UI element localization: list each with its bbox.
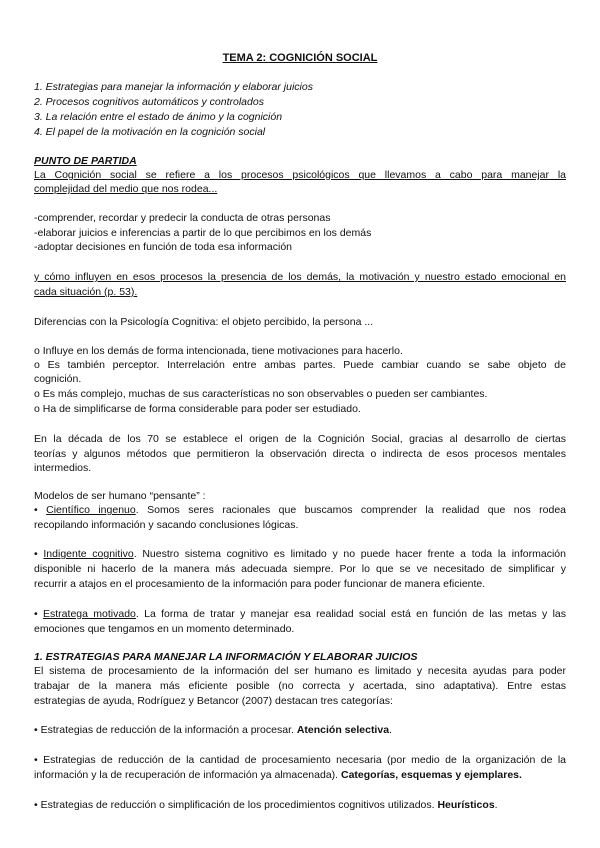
- bullet: •: [34, 504, 38, 516]
- paragraph: Diferencias con la Psicología Cognitiva: el objeto percibido, la persona ...: [34, 316, 374, 328]
- list-item: o Ha de simplificarse de forma considerable para poder ser estudiado.: [34, 403, 361, 415]
- paragraph-line: teorías y algunos métodos que permitieron la observación directa o indirecta de esos procesos mentales: [34, 448, 566, 460]
- model-term: Estratega motivado: [43, 608, 136, 620]
- list-item: o Es más complejo, muchas de sus características no son observables o pueden ser cambiantes.: [34, 388, 488, 400]
- strategy-key: Atención selectiva: [296, 724, 390, 736]
- strategy-item: [34, 799, 498, 812]
- toc-item: 3. La relación entre el estado de ánimo y la cognición: [34, 111, 283, 123]
- section-heading: 1. ESTRATEGIAS PARA MANEJAR LA INFORMACIÓN Y ELABORAR JUICIOS: [34, 651, 418, 663]
- strategy-item: [34, 724, 392, 737]
- model-term: Indigente cognitivo: [43, 548, 134, 560]
- paragraph-line: intermedios.: [34, 462, 92, 474]
- strategy-end: .: [494, 799, 498, 811]
- section-heading: PUNTO DE PARTIDA: [34, 155, 137, 167]
- list-item: -comprender, recordar y predecir la conducta de otras personas: [34, 212, 331, 224]
- model-line: recopilando información y sacando conclusiones lógicas.: [34, 519, 299, 531]
- strategy-text: información y la de recuperación de información ya almacenada).: [34, 769, 341, 781]
- toc-item: 1. Estrategias para manejar la información y elaborar juicios: [34, 81, 313, 93]
- list-item: o Es también perceptor. Interrelación entre ambas partes. Puede cambiar cuando se sabe objeto de: [34, 359, 566, 371]
- influence-line: y cómo influyen en esos procesos la presencia de los demás, la motivación y nuestro estado emocional en: [34, 271, 566, 283]
- influence-line: cada situación (p. 53).: [34, 286, 138, 298]
- model-line: [34, 548, 566, 561]
- intro-line: complejidad del medio que nos rodea...: [34, 183, 218, 195]
- bullet: •: [34, 548, 38, 560]
- paragraph-line: En la década de los 70 se establece el origen de la Cognición Social, gracias al desarrollo de ciertas: [34, 433, 566, 445]
- model-line: [34, 504, 566, 517]
- model-line: [34, 608, 566, 621]
- strategy-item: [34, 769, 522, 782]
- strategy-text: • Estrategias de reducción o simplificación de los procedimientos cognitivos utilizados.: [34, 799, 438, 811]
- paragraph: Modelos de ser humano “pensante” :: [34, 490, 206, 502]
- strategy-item: • Estrategias de reducción de la cantidad de procesamiento necesaria (por medio de la organización de la: [34, 754, 566, 766]
- model-line: emociones que tengamos en un momento determinado.: [34, 623, 295, 635]
- toc-item: 2. Procesos cognitivos automáticos y controlados: [34, 96, 264, 108]
- model-line: disponible ni hacerlo de la manera más adecuada siempre. Por lo que se ve necesitado de simplificar y: [34, 563, 566, 575]
- model-text: . La forma de tratar y manejar esa realidad social está en función de las metas y las: [135, 608, 566, 620]
- bullet: •: [34, 608, 38, 620]
- strategy-end: .: [389, 724, 392, 736]
- model-text: . Somos seres racionales que buscamos comprender la realidad que nos rodea: [135, 504, 566, 516]
- intro-line: La Cognición social se refiere a los procesos psicológicos que llevamos a cabo para manejar la: [34, 169, 566, 181]
- strategy-key: Categorías, esquemas y ejemplares.: [341, 769, 522, 781]
- toc-item: 4. El papel de la motivación en la cognición social: [34, 126, 266, 138]
- strategy-key: Heurísticos: [437, 799, 495, 811]
- paragraph-line: estrategias de ayuda, Rodríguez y Betancor (2007) destacan tres categorías:: [34, 695, 393, 707]
- page-title: TEMA 2: COGNICIÓN SOCIAL: [222, 52, 378, 64]
- model-term: Científico ingenuo: [46, 504, 136, 516]
- paragraph-line: trabajar de la manera más eficiente posible (no correcta y acertada, sino adaptativa). Entre estas: [34, 680, 566, 692]
- paragraph-line: El sistema de procesamiento de la información del ser humano es limitado y necesita ayudas para poder: [34, 665, 566, 677]
- list-item: -elaborar juicios e inferencias a partir de lo que percibimos en los demás: [34, 227, 372, 239]
- list-item: -adoptar decisiones en función de toda esa información: [34, 241, 292, 253]
- list-item: o Influye en los demás de forma intencionada, tiene motivaciones para hacerlo.: [34, 345, 403, 357]
- model-line: recurrir a atajos en el procesamiento de la información para poder funcionar de manera eficiente.: [34, 578, 486, 590]
- list-item: cognición.: [34, 373, 82, 385]
- model-text: . Nuestro sistema cognitivo es limitado y no puede hacer frente a toda la información: [133, 548, 566, 560]
- strategy-text: • Estrategias de reducción de la información a procesar.: [34, 724, 297, 736]
